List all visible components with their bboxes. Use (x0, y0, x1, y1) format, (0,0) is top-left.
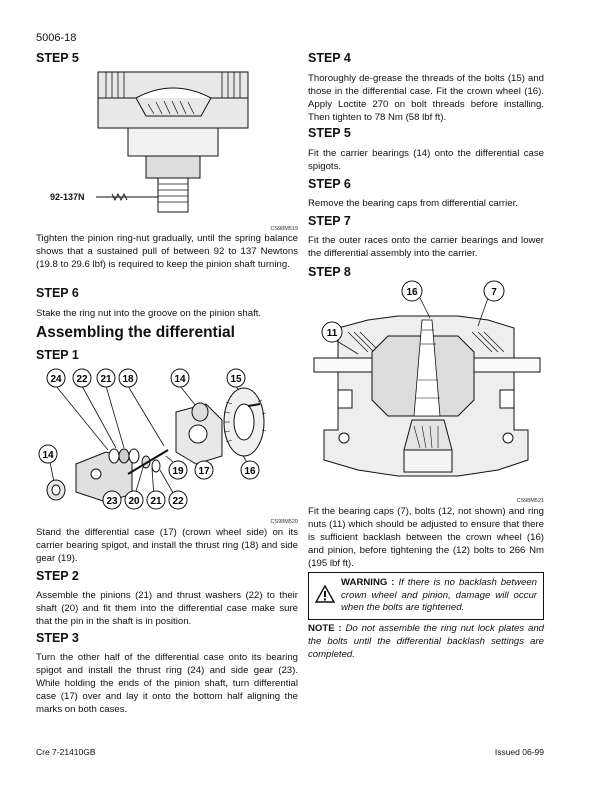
page-number: 5006-18 (36, 32, 77, 44)
right-step6-title: STEP 6 (308, 177, 351, 191)
left-step3-text: Turn the other half of the differential case onto its bearing spigot and install the thrust ring (24) and side gear (23). While holding the ends of the pinion shaft, turn differential case (17) over and lay it onto the bottom half aligning the marks on both cases. (36, 652, 298, 715)
callout-15: 15 (230, 374, 242, 385)
callout-14-left: 14 (42, 450, 54, 461)
callout-11: 11 (326, 328, 338, 339)
right-step7-title: STEP 7 (308, 214, 351, 228)
exploded-differential-figure (36, 364, 298, 514)
warning-triangle-icon (315, 585, 335, 603)
callout-22: 22 (76, 374, 88, 385)
left-step5-text: Tighten the pinion ring-nut gradually, until the spring balance shows that a sustained pull of between 92 to 137 Newtons (19.8 to 29.6 lbf) is required to keep the pinion shaft turning. (36, 233, 298, 270)
warning-text (341, 577, 537, 615)
footer-issued: Issued 06-99 (494, 747, 544, 757)
right-step4-text: Thoroughly de-grease the threads of the bolts (15) and those in the differential case. Fit the crown wheel (16). Apply Loctite 270 on bolt threads before installing. Then tighten to 78 Nm (58 lbf ft). (308, 73, 544, 123)
callout-23: 23 (106, 496, 118, 507)
callout-20: 20 (128, 496, 140, 507)
note-body: Do not assemble the ring nut lock plates and the bolts until the differential backlash settings are completed. (308, 623, 545, 660)
left-step3-title: STEP 3 (36, 631, 79, 645)
figure-caption-cs98m519: CS98M519 (270, 226, 298, 232)
left-step1-title: STEP 1 (36, 348, 79, 362)
callout-21: 21 (100, 374, 112, 385)
right-step5-text: Fit the carrier bearings (14) onto the differential case spigots. (308, 148, 544, 172)
left-step2-text: Assemble the pinions (21) and thrust washers (22) to their shaft (20) and fit them into the differential case make sure that the pin in the shaft is in position. (36, 590, 298, 627)
note (308, 622, 544, 661)
footer-doc-code: Cre 7-21410GB (36, 747, 96, 757)
left-step6-text: Stake the ring nut into the groove on the pinion shaft. (36, 308, 262, 319)
left-step2-title: STEP 2 (36, 569, 79, 583)
right-step6-text: Remove the bearing caps from differential carrier. (308, 198, 518, 209)
callout-18: 18 (122, 374, 134, 385)
warning-body: If there is no backlash between crown wheel and pinion, damage will occur when the bolts are tightened. (341, 577, 538, 613)
callout-16-right: 16 (406, 287, 418, 298)
tool-callout: 92-137N (50, 192, 85, 202)
callout-19: 19 (172, 466, 184, 477)
warning-label: WARNING : (341, 577, 395, 588)
callout-21-bottom: 21 (150, 496, 162, 507)
callout-14-top: 14 (174, 374, 186, 385)
right-step4-title: STEP 4 (308, 51, 351, 65)
right-step8-text: Fit the bearing caps (7), bolts (12, not shown) and ring nuts (11) which should be adjusted to ensure that there is sufficient backlash between the crown wheel (16) and pinion, before tightening the (12) bolts to 266 Nm (195 lbf ft). (308, 506, 544, 569)
left-step1-text: Stand the differential case (17) (crown wheel side) on its carrier bearing spigot, and install the thrust ring (18) and side gear (19). (36, 527, 298, 564)
differential-carrier-figure (308, 280, 544, 502)
pinion-spring-balance-figure (36, 68, 298, 218)
figure-caption-cs98m520: CS98M520 (270, 519, 298, 525)
callout-16: 16 (244, 466, 256, 477)
callout-7: 7 (491, 287, 497, 298)
left-step5-title: STEP 5 (36, 51, 79, 65)
left-step6-title: STEP 6 (36, 286, 79, 300)
right-step7-text: Fit the outer races onto the carrier bearings and lower the differential assembly into the carrier. (308, 235, 544, 259)
callout-22-bottom: 22 (172, 496, 184, 507)
note-label: NOTE : (308, 623, 342, 634)
right-step5-title: STEP 5 (308, 126, 351, 140)
section-title: Assembling the differential (36, 324, 235, 341)
figure-caption-cs98m521: CS98M521 (516, 498, 544, 504)
right-step8-title: STEP 8 (308, 265, 351, 279)
warning-box (308, 572, 544, 620)
callout-24: 24 (50, 374, 62, 385)
callout-17: 17 (198, 466, 210, 477)
